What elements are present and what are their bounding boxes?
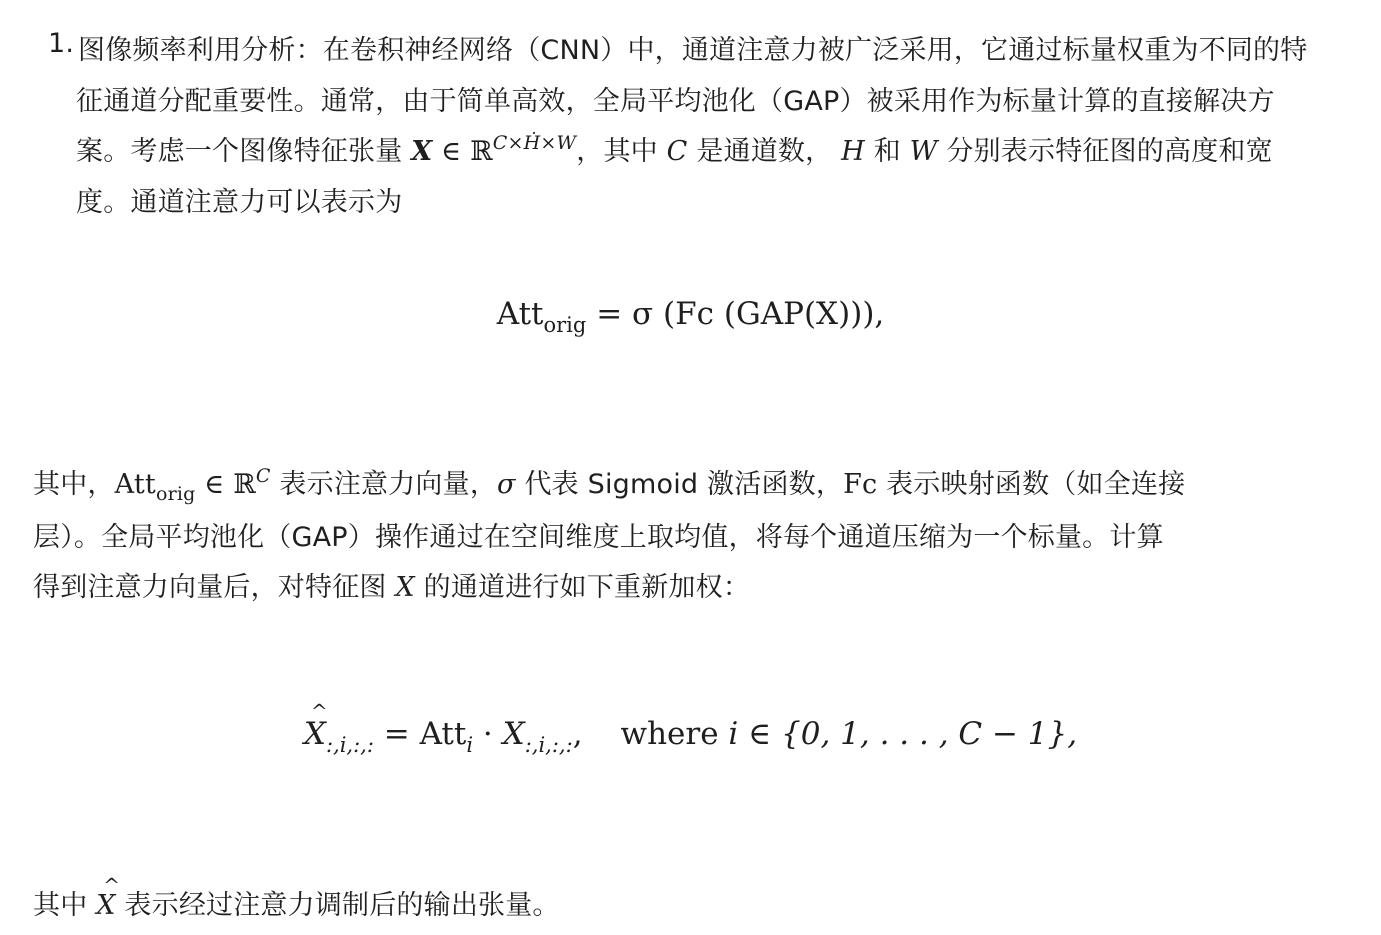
math-H: H (841, 136, 865, 167)
equation-att-orig: Att$_{orig}$ = σ (Fc (GAP(X))), (496, 296, 885, 337)
paragraph-output: 其中 ^ X 表示经过注意力调制后的输出张量。 (33, 883, 560, 922)
para2-line-1: 其中，Att$_{orig}$ ∈ ℝ$^C$ 表示注意力向量，σ 代表 Sigmoid 激活函数，Fc 表示映射函数（如全连接 (33, 465, 1186, 505)
item-line-1: 图像频率利用分析：在卷积神经网络（CNN）中，通道注意力被广泛采用，它通过标量权重为不同的特 (78, 35, 1308, 66)
item-line-4: 度。通道注意力可以表示为 (76, 187, 403, 218)
para2-line-3: 得到注意力向量后，对特征图 X 的通道进行如下重新加权： (33, 572, 751, 603)
list-marker: 1. (48, 28, 75, 59)
math-W: W (909, 136, 938, 167)
item-line-2: 征通道分配重要性。通常，由于简单高效，全局平均池化（GAP）被采用作为标量计算的直接解决方 (76, 86, 1275, 117)
equation-reweight: ^ $X_{:,i,:,:} = Att_i \cdot X_{:,i,:,:}$, where i ∈ {0, 1, . . . , C − 1}, (0, 716, 1381, 757)
math-C: C (666, 136, 688, 167)
para2-line-2: 层）。全局平均池化（GAP）操作通过在空间维度上取均值，将每个通道压缩为一个标量。计算 (33, 522, 1164, 553)
math-dims: C×Ḣ×W (492, 132, 577, 154)
math-reals: ∈ ℝ (441, 136, 493, 167)
item-line-3: 案。考虑一个图像特征张量 X ∈ ℝ$^{C\times Ḣ\times W}$，其中 C 是通道数， H 和 W 分别表示特征图的高度和宽 (76, 132, 1273, 167)
math-X-bold: X (411, 136, 433, 167)
